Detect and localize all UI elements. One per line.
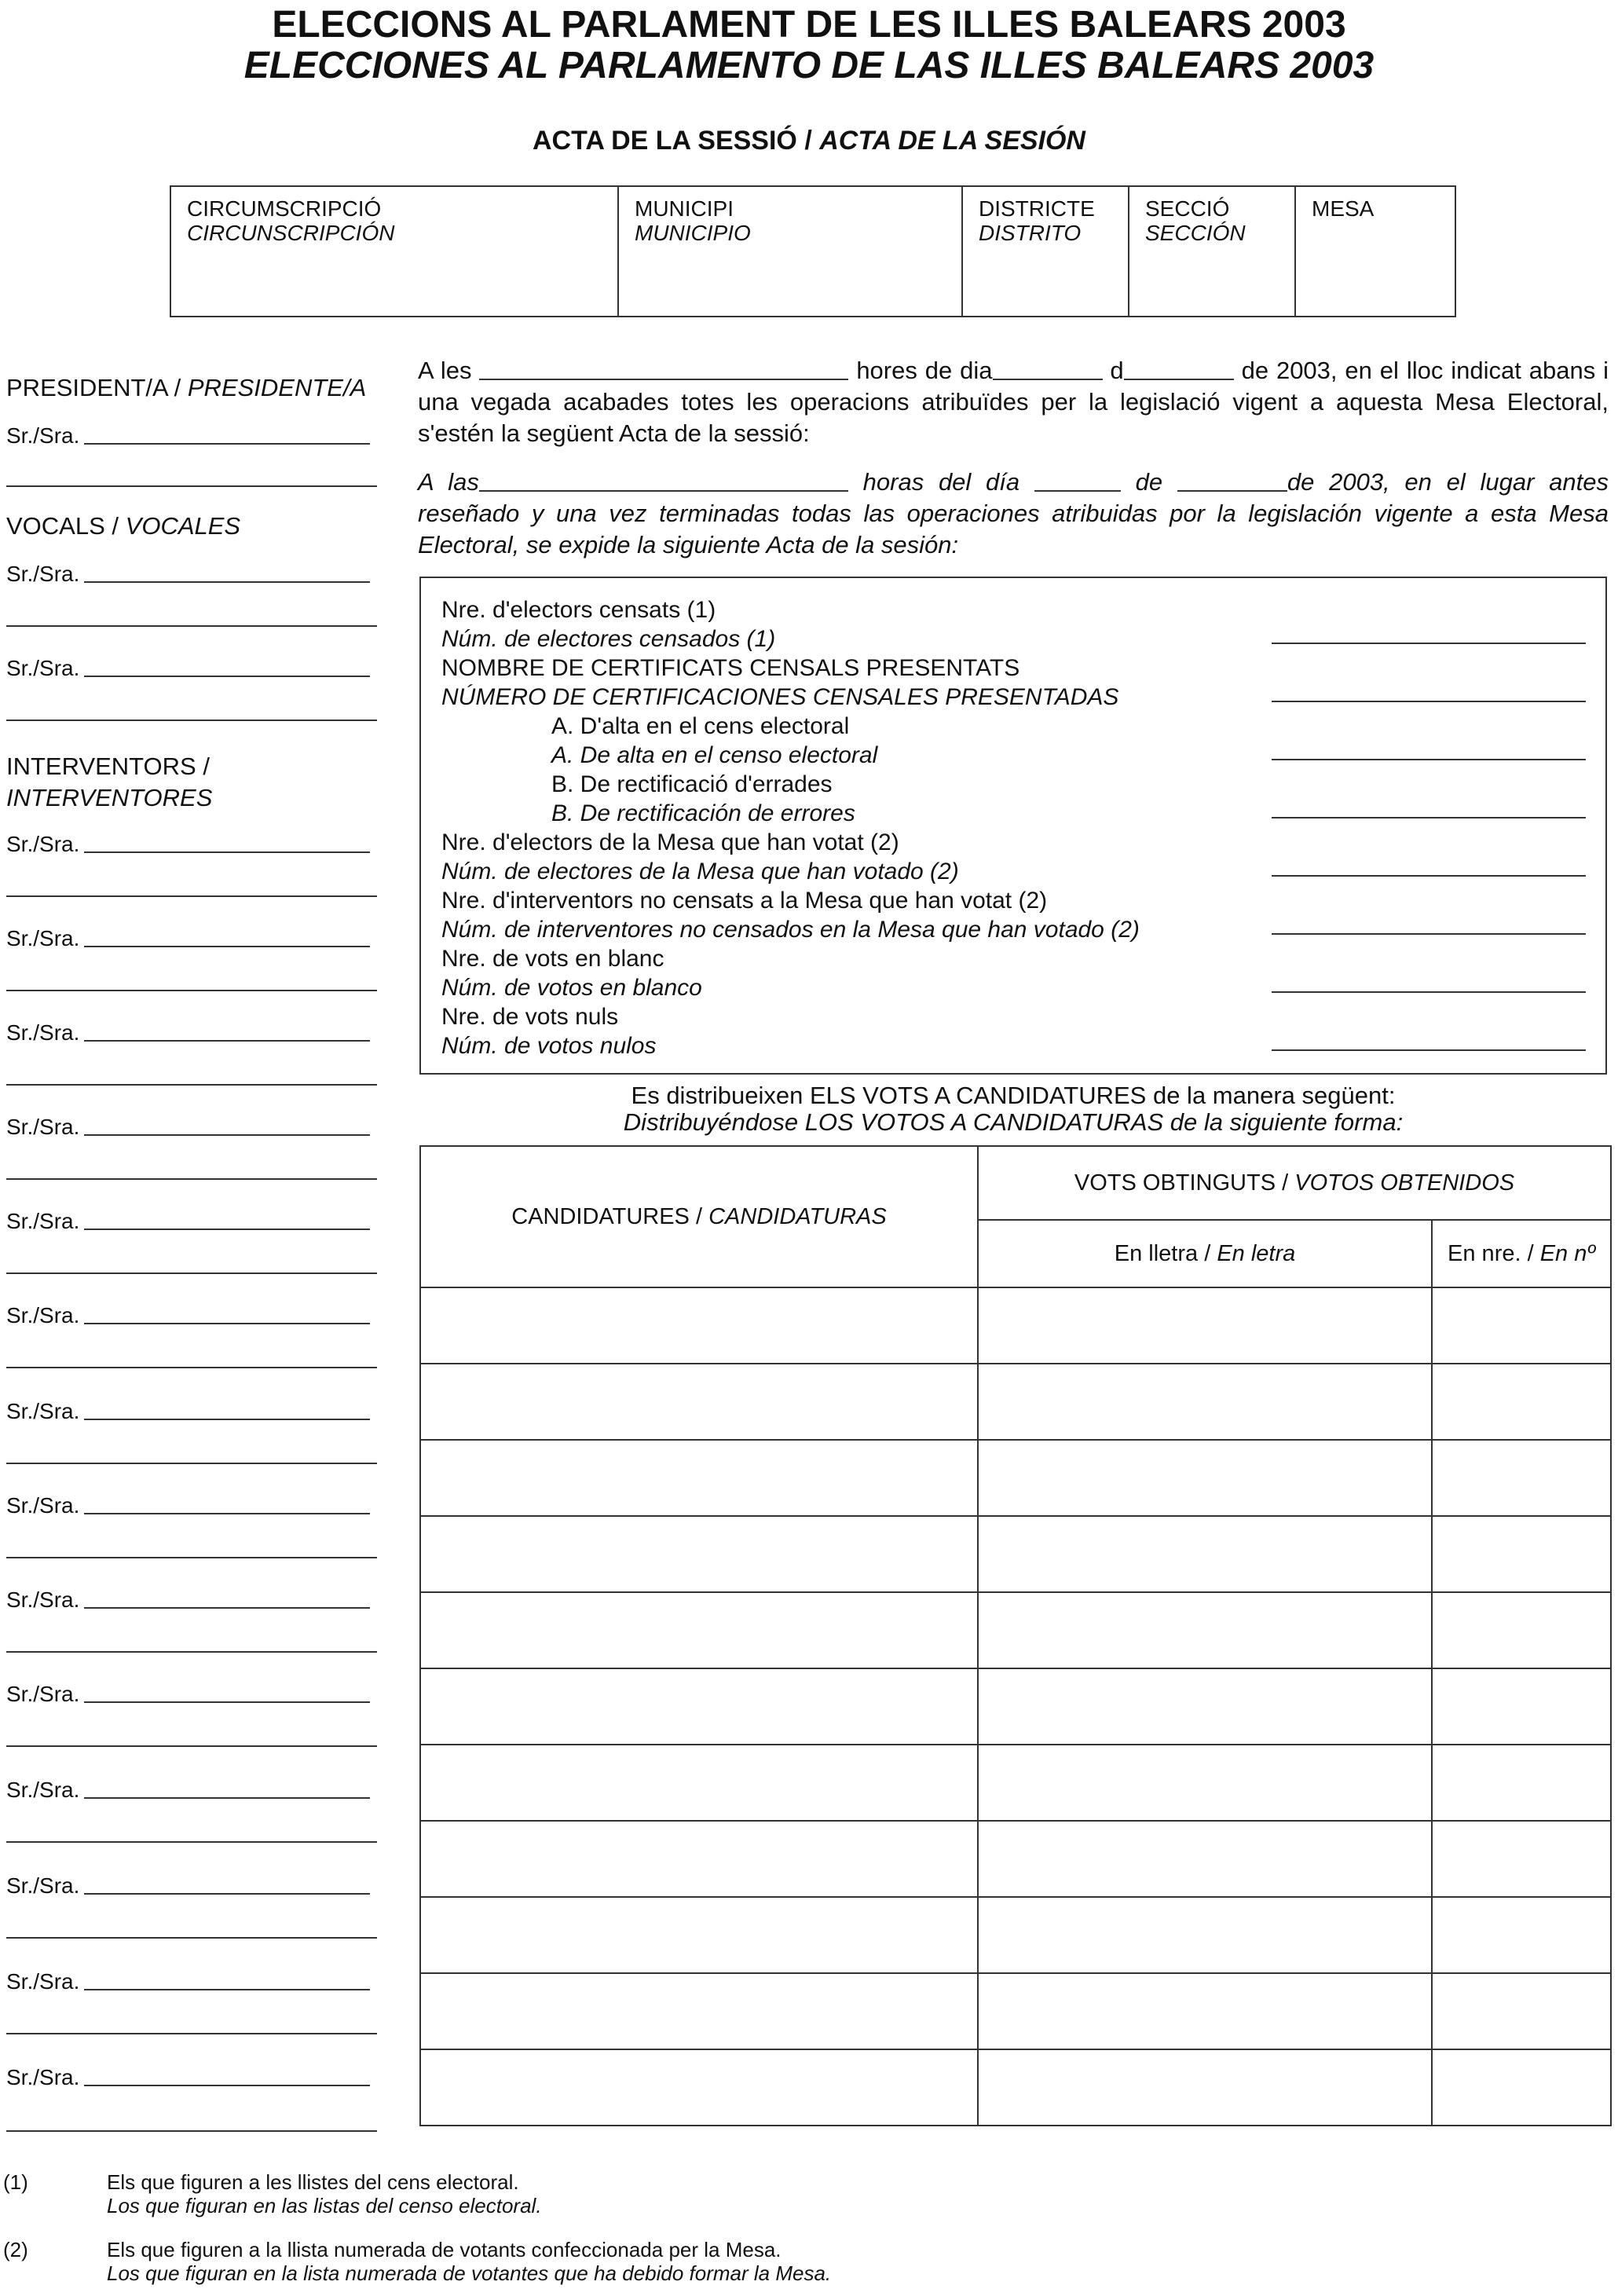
signature-underline: [84, 1893, 370, 1895]
votes-letters-cell[interactable]: [978, 1516, 1432, 1592]
signature-underline: [84, 1419, 370, 1420]
in-numbers-label-es: En nº: [1539, 1240, 1595, 1266]
mesa-field[interactable]: [1296, 187, 1455, 316]
votes-letters-cell[interactable]: [978, 1287, 1432, 1364]
day-blank[interactable]: [993, 379, 1103, 380]
president-label-es: PRESIDENTE/A: [187, 374, 367, 401]
candidature-cell[interactable]: [420, 1440, 978, 1516]
stat-electors-ca: Nre. d'electors censats (1): [441, 597, 716, 623]
candidature-cell[interactable]: [420, 1973, 978, 2049]
sr-label: Sr./Sra.: [6, 1778, 80, 1802]
interventor-signature-line[interactable]: [6, 831, 370, 858]
interventor-signature-line[interactable]: [6, 1114, 370, 1141]
table-row: [420, 2049, 1611, 2126]
signature-underline: [84, 1701, 370, 1703]
stat-voted-blank[interactable]: [1272, 875, 1586, 877]
stat-interventors-ca: Nre. d'interventors no censats a la Mesa que han votat (2): [441, 888, 1048, 914]
blank-line[interactable]: [6, 2130, 377, 2132]
intro-paragraph-es: [418, 467, 1609, 561]
candidature-cell[interactable]: [420, 1897, 978, 1973]
votes-number-cell[interactable]: [1432, 1668, 1611, 1745]
blank-line[interactable]: [6, 720, 377, 721]
interventor-signature-line[interactable]: [6, 2064, 370, 2091]
intro-paragraph-ca: [418, 355, 1609, 449]
table-row: [420, 1897, 1611, 1973]
signature-underline: [84, 581, 370, 583]
subtitle: [0, 126, 1618, 156]
circumscription-field[interactable]: [171, 187, 619, 316]
subtitle-catalan: ACTA DE LA SESSIÓ: [532, 126, 797, 156]
circumscription-label-es: CIRCUNSCRIPCIÓN: [187, 221, 395, 245]
president-heading: [6, 372, 366, 404]
stat-electors-blank[interactable]: [1272, 643, 1586, 644]
votes-number-cell[interactable]: [1432, 1973, 1611, 2049]
stat-certificates-es: NÚMERO DE CERTIFICACIONES CENSALES PRESENTADAS: [441, 684, 1119, 710]
candidature-cell[interactable]: [420, 1592, 978, 1668]
sr-label: Sr./Sra.: [6, 562, 80, 586]
in-numbers-label-ca: En nre.: [1448, 1240, 1521, 1266]
footnote-1-number: (1): [3, 2170, 28, 2194]
vocal-signature-line[interactable]: [6, 655, 370, 682]
candidature-cell[interactable]: [420, 1287, 978, 1364]
intro-ca-part4: de 2003, en el lloc indicat abans i una vegada acabades totes les operacions atribuïdes per la legislació vigent a aquesta Mesa Electoral, s'estén la següent Acta de la sessió:: [418, 357, 1609, 447]
candidature-cell[interactable]: [420, 2049, 978, 2126]
intro-ca-part2: hores de dia: [856, 357, 993, 384]
stat-registration-es: A. De alta en el censo electoral: [551, 742, 878, 768]
votes-letters-cell[interactable]: [978, 1592, 1432, 1668]
sr-label: Sr./Sra.: [6, 1209, 80, 1233]
hour-blank[interactable]: [479, 379, 848, 380]
municipality-label-ca: MUNICIPI: [635, 196, 734, 221]
president-signature-line[interactable]: [6, 423, 370, 449]
in-numbers-slash: /: [1527, 1240, 1534, 1266]
signature-underline: [84, 851, 370, 853]
sr-label: Sr./Sra.: [6, 1399, 80, 1423]
intro-es-part1: A las: [418, 468, 479, 496]
candidature-cell[interactable]: [420, 1364, 978, 1440]
blank-line[interactable]: [6, 1273, 377, 1274]
sr-label: Sr./Sra.: [6, 1303, 80, 1327]
month-blank[interactable]: [1124, 379, 1234, 380]
interventor-signature-line[interactable]: [6, 1302, 370, 1329]
district-label-ca: DISTRICTE: [979, 196, 1095, 221]
votes-table: [419, 1145, 1612, 2126]
stat-null-votes-es: Núm. de votos nulos: [441, 1033, 657, 1059]
votes-number-cell[interactable]: [1432, 2049, 1611, 2126]
president-slash: /: [174, 374, 181, 401]
blank-line[interactable]: [6, 1937, 377, 1939]
candidatures-label-es: CANDIDATURAS: [708, 1203, 887, 1229]
candidature-cell[interactable]: [420, 1668, 978, 1745]
votes-letters-cell[interactable]: [978, 1745, 1432, 1821]
votes-number-cell[interactable]: [1432, 1364, 1611, 1440]
interventor-signature-line[interactable]: [6, 1681, 370, 1708]
section-field[interactable]: [1129, 187, 1296, 316]
interventor-signature-line[interactable]: [6, 1968, 370, 1995]
interventor-signature-line[interactable]: [6, 1777, 370, 1803]
blank-line[interactable]: [6, 1367, 377, 1368]
blank-line[interactable]: [6, 895, 377, 897]
votes-obtained-label-es: VOTOS OBTENIDOS: [1294, 1170, 1515, 1196]
blank-line[interactable]: [6, 2033, 377, 2034]
stat-certificates-blank[interactable]: [1272, 701, 1586, 702]
votes-number-cell[interactable]: [1432, 1287, 1611, 1364]
footnote-1-ca: Els que figuren a les llistes del cens electoral.: [107, 2170, 519, 2194]
interventor-signature-line[interactable]: [6, 1398, 370, 1425]
footnote-2-es: Los que figuran en la lista numerada de votantes que ha debido formar la Mesa.: [107, 2261, 832, 2285]
candidatures-label-ca: CANDIDATURES: [511, 1203, 690, 1229]
votes-letters-cell[interactable]: [978, 1897, 1432, 1973]
municipality-field[interactable]: [619, 187, 963, 316]
mesa-label: MESA: [1312, 196, 1375, 221]
footnote-2-ca: Els que figuren a la llista numerada de votants confeccionada per la Mesa.: [107, 2238, 782, 2261]
blank-line[interactable]: [6, 1841, 377, 1843]
signature-underline: [84, 1989, 370, 1990]
interventor-signature-line[interactable]: [6, 1492, 370, 1519]
sr-label: Sr./Sra.: [6, 926, 80, 950]
interventor-signature-line[interactable]: [6, 1873, 370, 1899]
votes-number-cell[interactable]: [1432, 1745, 1611, 1821]
section-label-ca: SECCIÓ: [1145, 196, 1230, 221]
distribution-text-es: Distribuyéndose LOS VOTOS A CANDIDATURAS de la siguiente forma:: [623, 1108, 1404, 1136]
stat-blank-votes-ca: Nre. de vots en blanc: [441, 946, 664, 972]
blank-line[interactable]: [6, 990, 377, 991]
in-letters-slash: /: [1204, 1240, 1211, 1266]
distribution-text-ca: Es distribueixen ELS VOTS A CANDIDATURES de la manera següent:: [631, 1082, 1396, 1109]
signature-underline: [84, 2085, 370, 2086]
intro-es-part3: de: [1135, 468, 1163, 496]
subtitle-spanish: ACTA DE LA SESIÓN: [819, 126, 1085, 156]
table-row: [420, 1592, 1611, 1668]
candidature-cell[interactable]: [420, 1516, 978, 1592]
day-blank[interactable]: [1034, 490, 1121, 492]
in-letters-header: [978, 1220, 1432, 1287]
votes-letters-cell[interactable]: [978, 1973, 1432, 2049]
sr-label: Sr./Sra.: [6, 2065, 80, 2089]
title-spanish: ELECCIONES AL PARLAMENTO DE LAS ILLES BALEARS 2003: [243, 45, 1375, 86]
stat-null-votes-blank[interactable]: [1272, 1049, 1586, 1051]
vocals-slash: /: [112, 512, 119, 540]
in-letters-label-es: En letra: [1217, 1240, 1296, 1266]
interventor-signature-line[interactable]: [6, 1587, 370, 1613]
stat-registration-ca: A. D'alta en el cens electoral: [551, 713, 850, 739]
signature-underline: [84, 1513, 370, 1514]
footnote-1-es: Los que figuran en las listas del censo electoral.: [107, 2194, 542, 2217]
blank-line[interactable]: [6, 1745, 377, 1747]
votes-obtained-header: [978, 1146, 1611, 1220]
in-numbers-header: [1432, 1220, 1611, 1287]
signature-underline: [84, 946, 370, 947]
stat-voted-ca: Nre. d'electors de la Mesa que han votat (2): [441, 829, 899, 855]
votes-number-cell[interactable]: [1432, 1440, 1611, 1516]
stat-voted-es: Núm. de electores de la Mesa que han votado (2): [441, 859, 959, 884]
statistics-box: [419, 577, 1607, 1075]
blank-line[interactable]: [6, 1651, 377, 1653]
votes-number-cell[interactable]: [1432, 1897, 1611, 1973]
stat-certificates-ca: NOMBRE DE CERTIFICATS CENSALS PRESENTATS: [441, 655, 1020, 681]
votes-letters-cell[interactable]: [978, 1821, 1432, 1897]
blank-line[interactable]: [6, 1557, 377, 1558]
votes-number-cell[interactable]: [1432, 1592, 1611, 1668]
intro-ca-part1: A les: [418, 357, 472, 384]
district-label-es: DISTRITO: [979, 221, 1082, 245]
signature-underline: [84, 1134, 370, 1136]
circumscription-label-ca: CIRCUMSCRIPCIÓ: [187, 196, 382, 221]
signature-underline: [84, 676, 370, 677]
candidatures-header: [420, 1146, 978, 1287]
sr-label: Sr./Sra.: [6, 1873, 80, 1898]
table-row: [420, 1440, 1611, 1516]
vocals-heading: [6, 511, 240, 542]
interventors-label-ca: INTERVENTORS: [6, 753, 196, 780]
blank-line[interactable]: [6, 485, 377, 487]
signature-underline: [84, 1797, 370, 1799]
interventor-signature-line[interactable]: [6, 1020, 370, 1046]
votes-number-cell[interactable]: [1432, 1821, 1611, 1897]
title-catalan: ELECCIONS AL PARLAMENT DE LES ILLES BALEARS 2003: [272, 4, 1346, 46]
votes-letters-cell[interactable]: [978, 1364, 1432, 1440]
vocals-label-ca: VOCALS: [6, 512, 105, 540]
signature-underline: [84, 443, 370, 445]
interventors-label-es: INTERVENTORES: [6, 784, 213, 811]
stat-blank-votes-es: Núm. de votos en blanco: [441, 975, 702, 1001]
candidature-cell[interactable]: [420, 1745, 978, 1821]
vocals-label-es: VOCALES: [125, 512, 241, 540]
intro-ca-part3: d: [1110, 357, 1124, 384]
candidatures-slash: /: [695, 1203, 703, 1229]
intro-es-part2: horas del día: [862, 468, 1020, 496]
interventor-signature-line[interactable]: [6, 1208, 370, 1235]
stat-null-votes-ca: Nre. de vots nuls: [441, 1004, 619, 1030]
table-row: [420, 1287, 1611, 1364]
municipality-label-es: MUNICIPIO: [635, 221, 751, 245]
stat-interventors-blank[interactable]: [1272, 933, 1586, 935]
vocal-signature-line[interactable]: [6, 561, 370, 588]
interventors-heading: [6, 751, 210, 782]
sr-label: Sr./Sra.: [6, 832, 80, 856]
blank-line[interactable]: [6, 1463, 377, 1464]
interventors-slash: /: [203, 753, 210, 780]
stat-blank-votes-blank[interactable]: [1272, 991, 1586, 993]
table-row: [420, 1745, 1611, 1821]
stat-interventors-es: Núm. de interventores no censados en la Mesa que han votado (2): [441, 917, 1140, 943]
sr-label: Sr./Sra.: [6, 1969, 80, 1994]
signature-underline: [84, 1607, 370, 1609]
in-letters-label-ca: En lletra: [1114, 1240, 1199, 1266]
sr-label: Sr./Sra.: [6, 1493, 80, 1518]
votes-letters-cell[interactable]: [978, 1668, 1432, 1745]
intro-es-part4: de 2003, en el lugar antes reseñado y una vez terminadas todas las operaciones atribuidas por la legislación vigente a esta Mesa Electoral, se expide la siguiente Acta de la sesión:: [418, 468, 1609, 558]
signature-underline: [84, 1229, 370, 1230]
votes-number-cell[interactable]: [1432, 1516, 1611, 1592]
footnote-2-number: (2): [3, 2238, 28, 2261]
table-row: [420, 1364, 1611, 1440]
table-row: [420, 1516, 1611, 1592]
month-blank[interactable]: [1177, 490, 1287, 492]
sr-label: Sr./Sra.: [6, 1020, 80, 1045]
president-label-ca: PRESIDENT/A: [6, 374, 167, 401]
votes-letters-cell[interactable]: [978, 2049, 1432, 2126]
table-row: [420, 1668, 1611, 1745]
sr-label: Sr./Sra.: [6, 656, 80, 680]
sr-label: Sr./Sra.: [6, 1115, 80, 1139]
votes-obtained-slash: /: [1282, 1170, 1289, 1196]
header-box: [170, 185, 1456, 317]
blank-line[interactable]: [6, 625, 377, 627]
blank-line[interactable]: [6, 1084, 377, 1086]
stat-rectification-ca: B. De rectificació d'errades: [551, 771, 833, 797]
stat-electors-es: Núm. de electores censados (1): [441, 626, 776, 652]
blank-line[interactable]: [6, 1178, 377, 1180]
interventor-signature-line[interactable]: [6, 925, 370, 952]
hour-blank[interactable]: [479, 490, 848, 492]
stat-rectification-blank[interactable]: [1272, 817, 1586, 818]
subtitle-separator: /: [804, 126, 812, 156]
stat-registration-blank[interactable]: [1272, 759, 1586, 760]
signature-underline: [84, 1323, 370, 1324]
section-label-es: SECCIÓN: [1145, 221, 1246, 245]
votes-obtained-label-ca: VOTS OBTINGUTS: [1074, 1170, 1276, 1196]
district-field[interactable]: [963, 187, 1129, 316]
candidature-cell[interactable]: [420, 1821, 978, 1897]
stat-rectification-es: B. De rectificación de errores: [551, 800, 855, 826]
signature-underline: [84, 1040, 370, 1042]
sr-label: Sr./Sra.: [6, 423, 80, 448]
table-row: [420, 1973, 1611, 2049]
sr-label: Sr./Sra.: [6, 1682, 80, 1706]
sr-label: Sr./Sra.: [6, 1587, 80, 1612]
votes-letters-cell[interactable]: [978, 1440, 1432, 1516]
table-row: [420, 1821, 1611, 1897]
